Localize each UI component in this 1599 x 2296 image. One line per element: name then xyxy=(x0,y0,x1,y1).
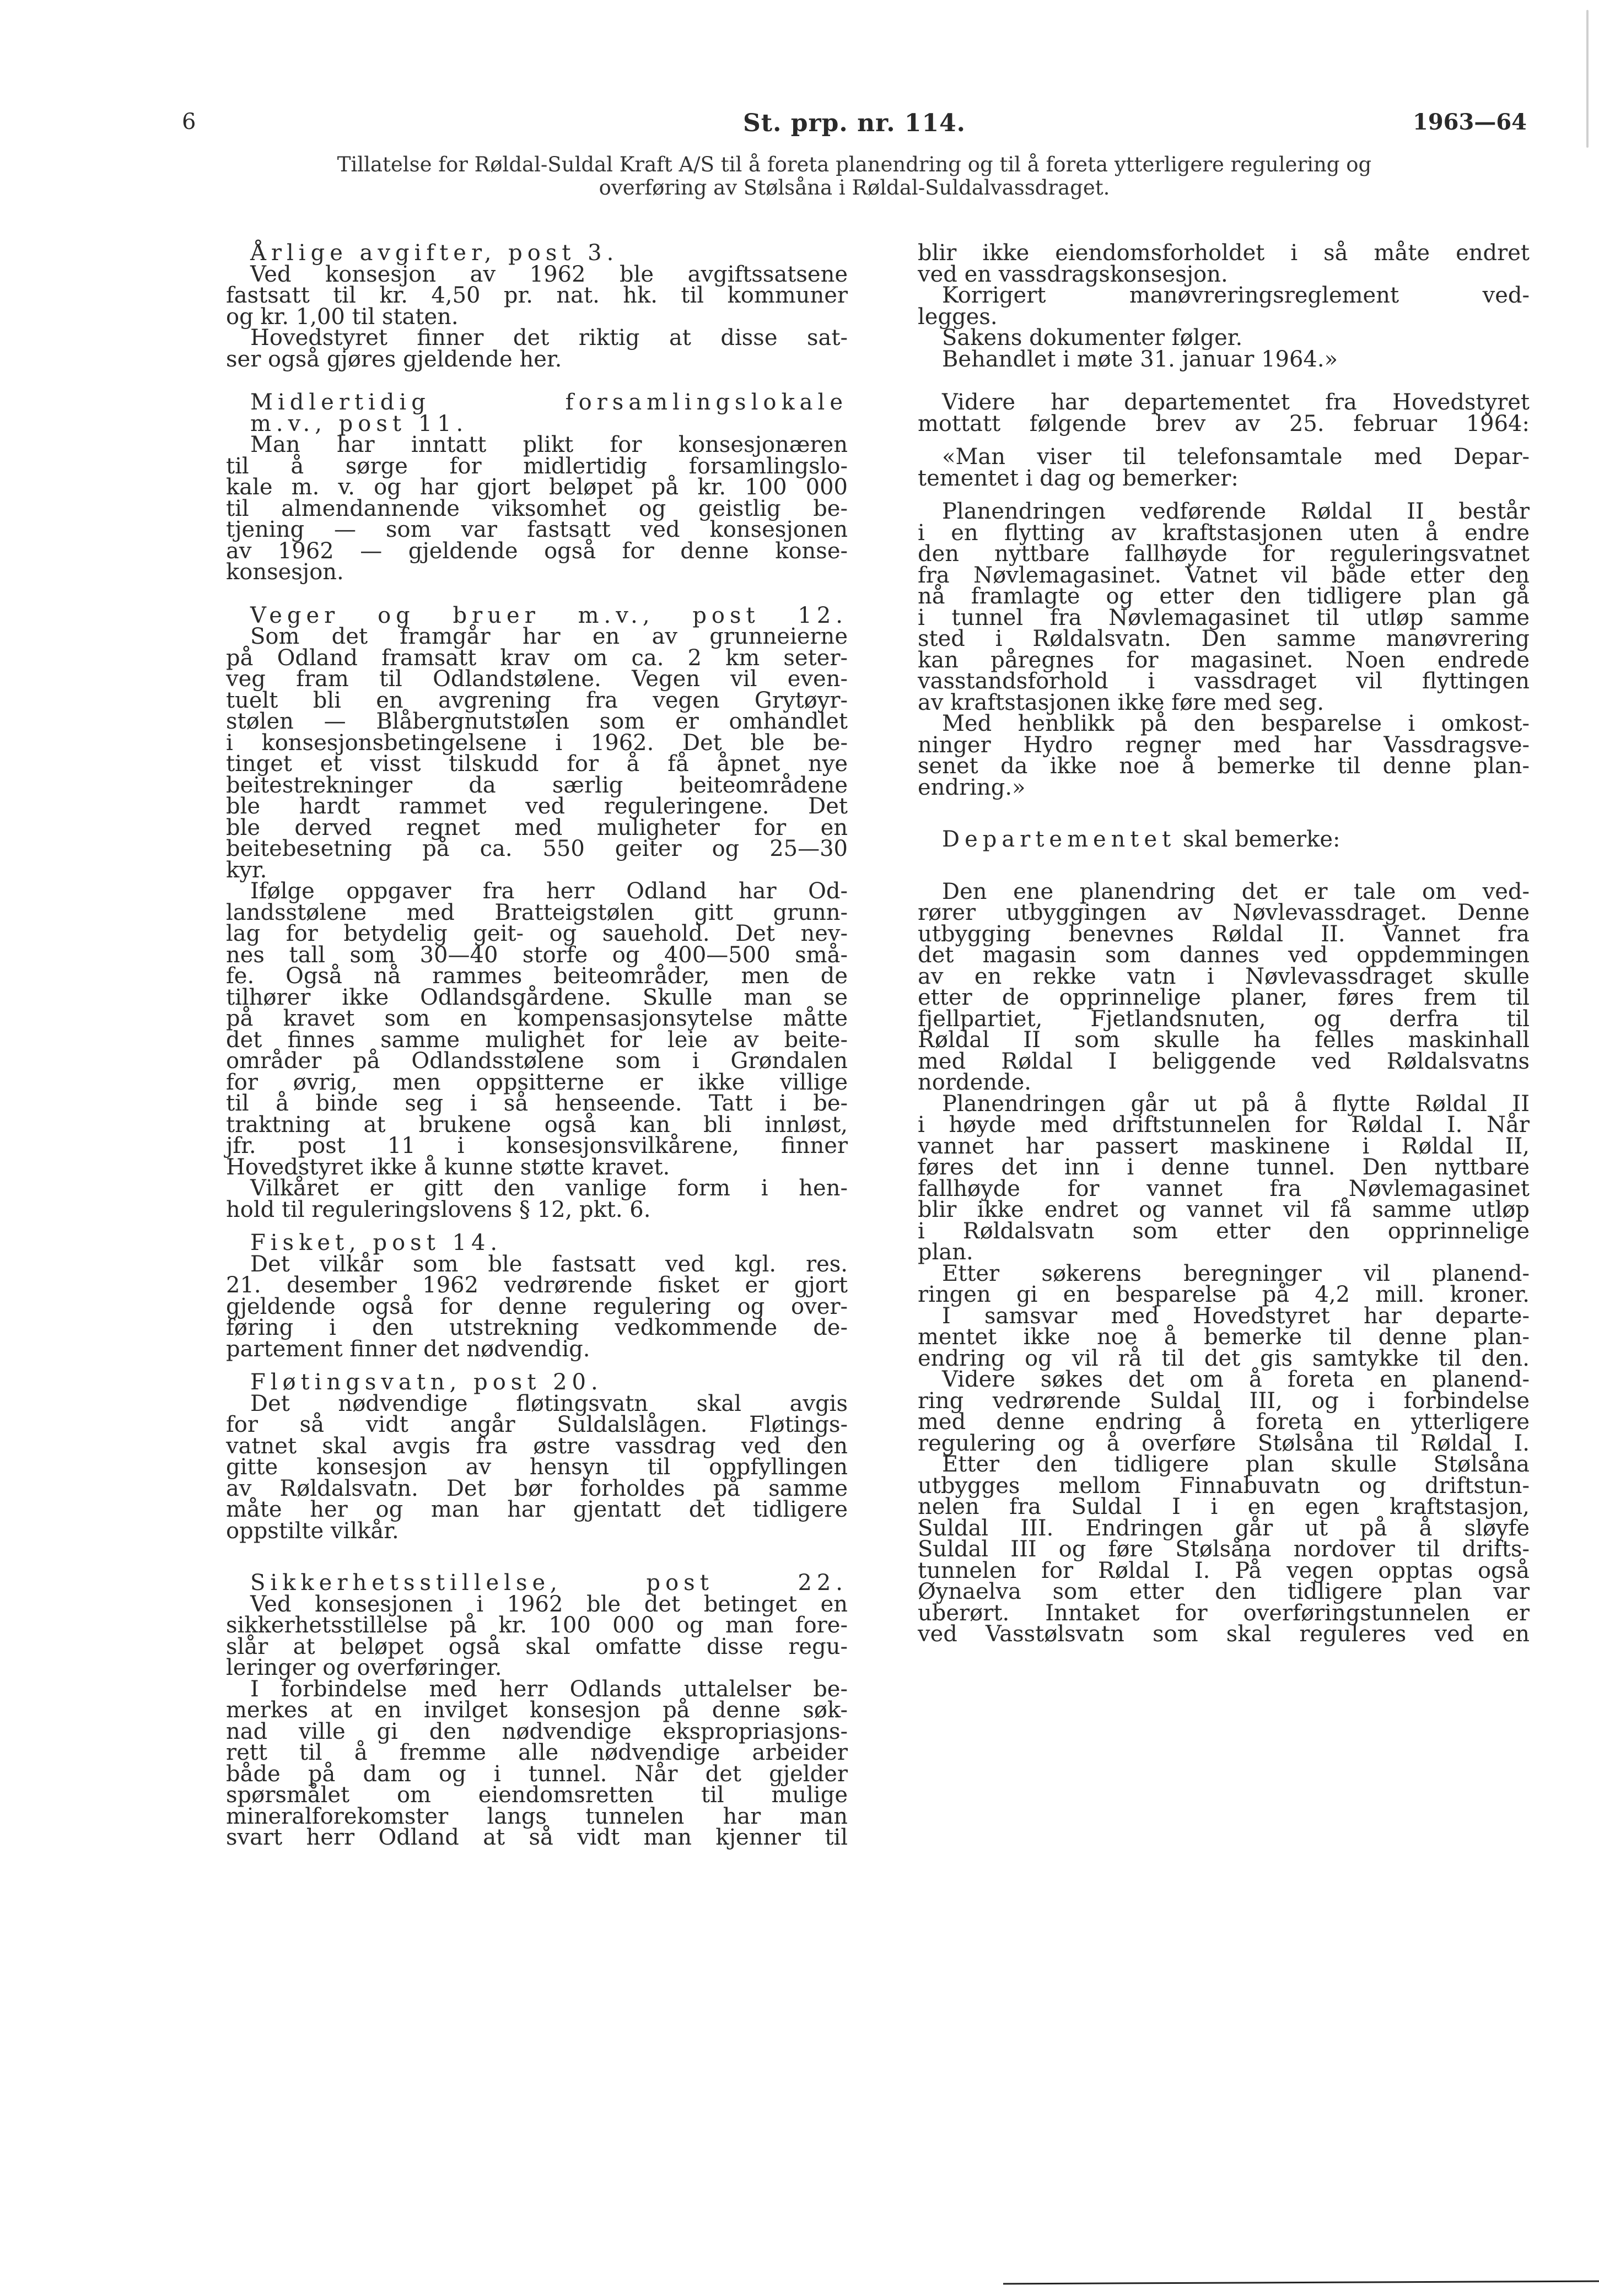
text-line: vasstandsforhold i vassdraget vil flyttingen xyxy=(918,669,1530,694)
text-line: mentet ikke noe å bemerke til denne plan- xyxy=(918,1324,1530,1350)
paragraph-last-line: leringer og overføringer. xyxy=(226,1655,502,1680)
text-line: gjeldende også for denne regulering og over- xyxy=(226,1293,848,1319)
text-line: 21. desember 1962 vedrørende fisket er gjort xyxy=(226,1273,848,1298)
document-reference: St. prp. nr. 114. xyxy=(742,109,966,137)
text-line: lag for betydelig geit- og sauehold. Det nev- xyxy=(226,921,848,946)
text-line: merkes at en invilget konsesjon på denne søk- xyxy=(226,1697,848,1723)
text-line: ble hardt rammet ved reguleringene. Det xyxy=(226,794,848,819)
text-line: blir ikke endret og vannet vil få samme utløp xyxy=(918,1197,1530,1222)
text-line: ninger Hydro regner med har Vassdragsve- xyxy=(918,732,1530,758)
paragraph-last-line: legges. xyxy=(918,304,998,330)
paragraph-last-line: partement finner det nødvendig. xyxy=(226,1336,590,1362)
running-header xyxy=(182,109,1527,142)
text-line: ringen gi en besparelse på 4,2 mill. kroner. xyxy=(918,1282,1530,1307)
section-heading: Midlertidig forsamlingslokale xyxy=(250,390,848,415)
paragraph-spacer xyxy=(918,798,1530,829)
paragraph-first-line: Hovedstyret finner det riktig at disse sat- xyxy=(250,325,848,351)
text-line: spørsmålet om eiendomsretten til mulige xyxy=(226,1782,848,1808)
paragraph-last-line: ved en vassdragskonsesjon. xyxy=(918,261,1228,287)
text-line: gitte konsesjon av hensyn til oppfyllingen xyxy=(226,1454,848,1480)
paragraph-first-line: «Man viser til telefonsamtale med Depar- xyxy=(942,444,1530,470)
text-line: kan påregnes for magasinet. Noen endrede xyxy=(918,647,1530,673)
text-line: til almendannende viksomhet og geistlig be- xyxy=(226,495,848,521)
section-heading xyxy=(918,829,1530,850)
paragraph-first-line: Med henblikk på den besparelse i omkost- xyxy=(942,711,1530,736)
text-line: av Røldalsvatn. Det bør forholdes på samme xyxy=(226,1475,848,1501)
text-line: føring i den utstrekning vedkommende de- xyxy=(226,1315,848,1340)
text-line: regulering og å overføre Stølsåna til Røldal I. xyxy=(918,1430,1530,1456)
text-line: nad ville gi den nødvendige ekspropriasjons- xyxy=(226,1718,848,1744)
text-line: tinget et visst tilskudd for å få åpnet nye xyxy=(226,751,848,777)
text-line: sted i Røldalsvatn. Den samme manøvrering xyxy=(918,626,1530,651)
text-line: nelen fra Suldal I i en egen kraftstasjon, xyxy=(918,1494,1530,1519)
text-line: utbygging benevnes Røldal II. Vannet fra xyxy=(918,921,1530,947)
page-bottom-edge xyxy=(1003,2281,1599,2285)
subtitle-line: overføring av Stølsåna i Røldal-Suldalvassdraget. xyxy=(599,176,1110,200)
text-line: stølen — Blåbergnutstølen som er omhandlet xyxy=(226,709,848,734)
text-line: på kravet som en kompensasjonsytelse måtte xyxy=(226,1006,848,1031)
text-line: i en flytting av kraftstasjonen uten å endre xyxy=(918,520,1530,546)
paragraph-first-line: I samsvar med Hovedstyret har departe- xyxy=(942,1303,1530,1329)
text-line: den nyttbare fallhøyde for reguleringsvatnet xyxy=(918,541,1530,567)
text-line: mottatt følgende brev av 25. februar 1964: xyxy=(918,411,1530,436)
paragraph-first-line: Som det framgår har en av grunneierne xyxy=(250,624,848,649)
text-line: føres det inn i denne tunnel. Den nyttbare xyxy=(918,1155,1530,1180)
text-line: i høyde med driftstunnelen for Røldal I. Når xyxy=(918,1112,1530,1138)
text-line: med denne endring å foreta en ytterligere xyxy=(918,1409,1530,1435)
text-line: med Røldal I beliggende ved Røldalsvatns xyxy=(918,1048,1530,1074)
paragraph-first-line: Ved konsesjonen i 1962 ble det betinget en xyxy=(250,1591,848,1617)
text-line: både på dam og i tunnel. Når det gjelder xyxy=(226,1761,848,1787)
text-line: tuelt bli en avgrening fra vegen Grytøyr- xyxy=(226,687,848,713)
paragraph-last-line: av kraftstasjonen ikke føre med seg. xyxy=(918,689,1325,715)
text-line: beitestrekninger da særlig beiteområdene xyxy=(226,772,848,798)
text-line: fra Nøvlemagasinet. Vatnet vil både etter den xyxy=(918,562,1530,588)
paragraph-first-line: Planendringen går ut på å flytte Røldal II xyxy=(942,1091,1530,1117)
paragraph-first-line: Videre har departementet fra Hovedstyret xyxy=(942,390,1530,415)
paragraph-first-line: Korrigert manøvreringsreglement ved- xyxy=(942,283,1530,308)
section-heading: Veger og bruer m.v., post 12. xyxy=(250,602,848,628)
text-line: til å sørge for midlertidig forsamlingslo- xyxy=(226,453,848,479)
section-heading: Fisket, post 14. xyxy=(250,1230,503,1255)
text-line: av en rekke vatn i Nøvlevassdraget skulle xyxy=(918,963,1530,989)
right-column xyxy=(918,242,1530,1645)
paragraph-first-line: Den ene planendring det er tale om ved- xyxy=(942,878,1530,904)
text-line: ved Vasstølsvatn som skal reguleres ved en xyxy=(918,1621,1530,1647)
text-line: i konsesjonsbetingelsene i 1962. Det ble be- xyxy=(226,730,848,756)
scan-edge-mark xyxy=(1586,10,1589,148)
text-line: jfr. post 11 i konsesjonsvilkårene, finner xyxy=(226,1133,848,1158)
text-line: det magasin som dannes ved oppdemmingen xyxy=(918,942,1530,968)
paragraph-last-line: konsesjon. xyxy=(226,559,344,585)
heading-spaced-word: Departementet xyxy=(942,827,1176,852)
text-line: tilhører ikke Odlandsgårdene. Skulle man se xyxy=(226,984,848,1010)
paragraph-first-line: Behandlet i møte 31. januar 1964.» xyxy=(942,346,1338,372)
text-line: fallhøyde for vannet fra Nøvlemagasinet xyxy=(918,1176,1530,1201)
paragraph-spacer xyxy=(226,583,848,605)
paragraph-spacer xyxy=(918,370,1530,392)
text-line: rett til å fremme alle nødvendige arbeider xyxy=(226,1740,848,1765)
text-line: tjening — som var fastsatt ved konsesjonen xyxy=(226,517,848,542)
paragraph-last-line: kyr. xyxy=(226,857,267,883)
text-line: rører utbyggingen av Nøvlevassdraget. Denne xyxy=(918,900,1530,925)
text-line: nes tall som 30—40 storfe og 400—500 små- xyxy=(226,942,848,968)
text-line: landsstølene med Bratteigstølen gitt grunn- xyxy=(226,899,848,925)
text-line: Suldal III. Endringen går ut på å sløyfe xyxy=(918,1515,1530,1541)
text-line: vatnet skal avgis fra østre vassdrag ved den xyxy=(226,1433,848,1459)
text-line: fjellpartiet, Fjetlandsnuten, og derfra til xyxy=(918,1006,1530,1032)
document-subtitle xyxy=(182,153,1527,200)
text-line: i Røldalsvatn som etter den opprinnelige xyxy=(918,1218,1530,1244)
paragraph-spacer xyxy=(226,1542,848,1572)
text-line: av 1962 — gjeldende også for denne konse- xyxy=(226,538,848,564)
subtitle-line: Tillatelse for Røldal-Suldal Kraft A/S til å foreta planendring og til å foreta ytterligere regulering og xyxy=(337,153,1372,176)
text-line: ring vedrørende Suldal III, og i forbindelse xyxy=(918,1388,1530,1414)
text-line: traktning at brukene også kan bli innløst, xyxy=(226,1112,848,1138)
paragraph-first-line: Vilkåret er gitt den vanlige form i hen- xyxy=(250,1176,848,1201)
text-line: nå framlagte og etter den tidligere plan gå xyxy=(918,584,1530,609)
paragraph-last-line: hold til reguleringslovens § 12, pkt. 6. xyxy=(226,1196,651,1222)
text-line: Røldal II som skulle ha felles maskinhall xyxy=(918,1027,1530,1053)
page-number: 6 xyxy=(182,109,196,134)
text-line: tunnelen for Røldal I. På vegen opptas også xyxy=(918,1557,1530,1583)
text-line: blir ikke eiendomsforholdet i så måte endret xyxy=(918,240,1530,266)
heading-rest: skal bemerke: xyxy=(1176,827,1340,852)
paragraph-first-line: Etter den tidligere plan skulle Stølsåna xyxy=(942,1452,1530,1477)
text-line: fe. Også nå rammes beiteområder, men de xyxy=(226,963,848,989)
text-line: sikkerhetsstillelse på kr. 100 000 og man fore- xyxy=(226,1613,848,1638)
paragraph-first-line: Sakens dokumenter følger. xyxy=(942,325,1243,351)
text-line: endring og vil rå til det gis samtykke til den. xyxy=(918,1345,1530,1371)
text-line: veg fram til Odlandstølene. Vegen vil even- xyxy=(226,666,848,692)
paragraph-spacer xyxy=(918,850,1530,881)
paragraph-first-line: Man har inntatt plikt for konsesjonæren xyxy=(250,432,848,457)
text-line: uberørt. Inntaket for overføringstunnelen er xyxy=(918,1600,1530,1626)
text-line: slår at beløpet også skal omfatte disse regu- xyxy=(226,1634,848,1659)
text-line: kale m. v. og har gjort beløpet på kr. 100 000 xyxy=(226,475,848,500)
paragraph-last-line: ser også gjøres gjeldende her. xyxy=(226,346,562,372)
text-line: mineralforekomster langs tunnelen har man xyxy=(226,1803,848,1829)
text-line: for øvrig, men oppsitterne er ikke villige xyxy=(226,1069,848,1095)
paragraph-first-line: Planendringen vedførende Røldal II består xyxy=(942,499,1530,524)
paragraph-last-line: oppstilte vilkår. xyxy=(226,1518,399,1544)
left-column xyxy=(226,242,848,1848)
text-line: senet da ikke noe å bemerke til denne plan- xyxy=(918,753,1530,779)
text-line: svart herr Odland at så vidt man kjenner til xyxy=(226,1825,848,1850)
text-line: til å binde seg i så henseende. Tatt i be- xyxy=(226,1091,848,1116)
paragraph-first-line: Ifølge oppgaver fra herr Odland har Od- xyxy=(250,878,848,904)
paragraph-last-line: Hovedstyret ikke å kunne støtte kravet. xyxy=(226,1154,670,1180)
paragraph-first-line: I forbindelse med herr Odlands uttalelser be- xyxy=(250,1676,848,1702)
session-years: 1963—64 xyxy=(1413,109,1527,135)
section-heading: Årlige avgifter, post 3. xyxy=(250,240,619,266)
paragraph-first-line: Ved konsesjon av 1962 ble avgiftssatsene xyxy=(250,261,848,287)
paragraph-last-line: og kr. 1,00 til staten. xyxy=(226,304,459,330)
text-line: Øynaelva som etter den tidligere plan var xyxy=(918,1579,1530,1604)
section-heading: m.v., post 11. xyxy=(250,411,469,436)
paragraph-last-line: plan. xyxy=(918,1239,973,1265)
text-line: Suldal III og føre Stølsåna nordover til drifts- xyxy=(918,1537,1530,1562)
paragraph-spacer xyxy=(226,370,848,392)
paragraph-last-line: tementet i dag og bemerker: xyxy=(918,465,1239,491)
text-line: på Odland framsatt krav om ca. 2 km seter- xyxy=(226,645,848,671)
text-line: etter de opprinnelige planer, føres frem til xyxy=(918,985,1530,1010)
paragraph-first-line: Det vilkår som ble fastsatt ved kgl. res. xyxy=(250,1251,848,1277)
section-heading: Sikkerhetsstillelse, post 22. xyxy=(250,1570,848,1596)
text-line: beitebesetning på ca. 550 geiter og 25—30 xyxy=(226,836,848,861)
text-line: det finnes samme mulighet for leie av beite- xyxy=(226,1027,848,1053)
paragraph-last-line: nordende. xyxy=(918,1070,1031,1095)
text-line: vannet har passert maskinene i Røldal II, xyxy=(918,1133,1530,1159)
paragraph-first-line: Det nødvendige fløtingsvatn skal avgis xyxy=(250,1390,848,1416)
text-line: områder på Odlandsstølene som i Grøndalen xyxy=(226,1048,848,1074)
paragraph-first-line: Etter søkerens beregninger vil planend- xyxy=(942,1260,1530,1286)
paragraph-first-line: Videre søkes det om å foreta en planend- xyxy=(942,1367,1530,1392)
text-line: fastsatt til kr. 4,50 pr. nat. hk. til kommuner xyxy=(226,283,848,308)
text-line: for så vidt angår Suldalslågen. Fløtings- xyxy=(226,1412,848,1437)
text-line: i tunnel fra Nøvlemagasinet til utløp samme xyxy=(918,605,1530,630)
text-line: utbygges mellom Finnabuvatn og driftstun- xyxy=(918,1473,1530,1499)
text-line: måte her og man har gjentatt det tidligere xyxy=(226,1497,848,1522)
section-heading: Fløtingsvatn, post 20. xyxy=(250,1370,603,1395)
text-line: ble derved regnet med muligheter for en xyxy=(226,815,848,840)
paragraph-last-line: endring.» xyxy=(918,774,1026,800)
